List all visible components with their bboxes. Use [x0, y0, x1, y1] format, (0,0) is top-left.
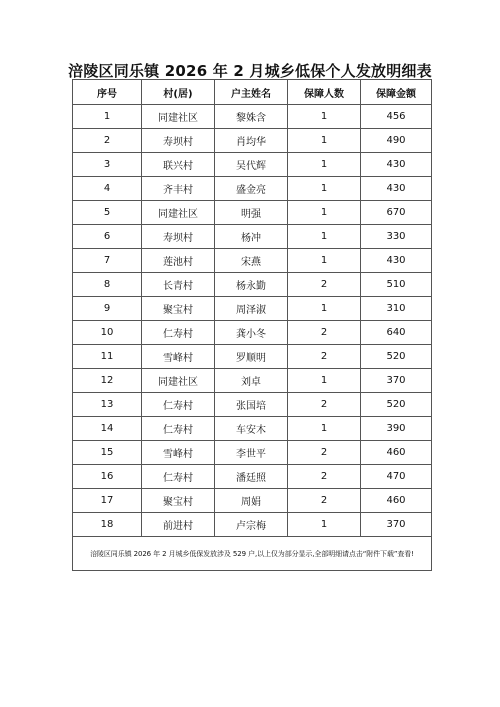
- cell-serial-number: 9: [73, 297, 142, 321]
- cell-allowance-amount: 670: [361, 201, 432, 225]
- cell-village: 寿坝村: [142, 225, 215, 249]
- cell-allowance-amount: 330: [361, 225, 432, 249]
- cell-village: 同建社区: [142, 105, 215, 129]
- cell-covered-persons: 2: [288, 273, 361, 297]
- cell-householder-name: 杨永勤: [215, 273, 288, 297]
- cell-covered-persons: 1: [288, 177, 361, 201]
- cell-householder-name: 卢宗梅: [215, 513, 288, 537]
- table-row: [73, 297, 432, 321]
- cell-village: 仁寿村: [142, 321, 215, 345]
- cell-village: 仁寿村: [142, 465, 215, 489]
- cell-serial-number: 2: [73, 129, 142, 153]
- cell-covered-persons: 2: [288, 345, 361, 369]
- cell-serial-number: 3: [73, 153, 142, 177]
- cell-householder-name: 明强: [215, 201, 288, 225]
- cell-allowance-amount: 430: [361, 249, 432, 273]
- cell-allowance-amount: 520: [361, 393, 432, 417]
- cell-householder-name: 周泽淑: [215, 297, 288, 321]
- cell-covered-persons: 1: [288, 369, 361, 393]
- cell-allowance-amount: 370: [361, 513, 432, 537]
- cell-village: 仁寿村: [142, 417, 215, 441]
- cell-covered-persons: 1: [288, 225, 361, 249]
- cell-serial-number: 11: [73, 345, 142, 369]
- cell-village: 联兴村: [142, 153, 215, 177]
- cell-covered-persons: 1: [288, 105, 361, 129]
- cell-village: 长青村: [142, 273, 215, 297]
- cell-serial-number: 8: [73, 273, 142, 297]
- cell-allowance-amount: 520: [361, 345, 432, 369]
- table-row: [73, 105, 432, 129]
- cell-allowance-amount: 456: [361, 105, 432, 129]
- cell-covered-persons: 2: [288, 393, 361, 417]
- table-row: [73, 249, 432, 273]
- table-row: [73, 465, 432, 489]
- cell-householder-name: 杨冲: [215, 225, 288, 249]
- header-allowance-amount: 保障金额: [361, 80, 432, 105]
- footnote-row: [73, 537, 432, 571]
- table-row: [73, 177, 432, 201]
- cell-householder-name: 刘卓: [215, 369, 288, 393]
- table-row: [73, 129, 432, 153]
- cell-village: 齐丰村: [142, 177, 215, 201]
- cell-householder-name: 吴代辉: [215, 153, 288, 177]
- cell-householder-name: 罗顺明: [215, 345, 288, 369]
- cell-householder-name: 肖均华: [215, 129, 288, 153]
- document-title: 涪陵区同乐镇 2026 年 2 月城乡低保个人发放明细表: [68, 62, 432, 80]
- cell-householder-name: 龚小冬: [215, 321, 288, 345]
- cell-serial-number: 5: [73, 201, 142, 225]
- cell-village: 雪峰村: [142, 345, 215, 369]
- cell-householder-name: 周娟: [215, 489, 288, 513]
- cell-serial-number: 6: [73, 225, 142, 249]
- cell-serial-number: 17: [73, 489, 142, 513]
- cell-village: 寿坝村: [142, 129, 215, 153]
- cell-householder-name: 车安木: [215, 417, 288, 441]
- table-row: [73, 321, 432, 345]
- cell-serial-number: 1: [73, 105, 142, 129]
- cell-allowance-amount: 390: [361, 417, 432, 441]
- cell-allowance-amount: 430: [361, 177, 432, 201]
- cell-serial-number: 12: [73, 369, 142, 393]
- cell-covered-persons: 1: [288, 201, 361, 225]
- cell-village: 聚宝村: [142, 489, 215, 513]
- cell-covered-persons: 1: [288, 297, 361, 321]
- cell-allowance-amount: 460: [361, 489, 432, 513]
- cell-covered-persons: 1: [288, 249, 361, 273]
- cell-allowance-amount: 460: [361, 441, 432, 465]
- table-row: [73, 489, 432, 513]
- cell-householder-name: 宋燕: [215, 249, 288, 273]
- table-row: [73, 369, 432, 393]
- allowance-table: [72, 79, 432, 571]
- table-row: [73, 201, 432, 225]
- header-serial-number: 序号: [73, 80, 142, 105]
- cell-allowance-amount: 490: [361, 129, 432, 153]
- table-row: [73, 393, 432, 417]
- cell-village: 雪峰村: [142, 441, 215, 465]
- header-householder-name: 户主姓名: [215, 80, 288, 105]
- cell-householder-name: 张国培: [215, 393, 288, 417]
- header-village: 村(居): [142, 80, 215, 105]
- cell-covered-persons: 2: [288, 441, 361, 465]
- table-body: [73, 105, 432, 537]
- cell-allowance-amount: 510: [361, 273, 432, 297]
- footnote: 涪陵区同乐镇 2026 年 2 月城乡低保发放涉及 529 户,以上仅为部分显示,全部明细请点击“附件下载”查看!: [73, 537, 432, 571]
- cell-village: 莲池村: [142, 249, 215, 273]
- table-header-row: [73, 80, 432, 105]
- cell-serial-number: 7: [73, 249, 142, 273]
- cell-covered-persons: 1: [288, 417, 361, 441]
- cell-householder-name: 盛金亮: [215, 177, 288, 201]
- table-row: [73, 225, 432, 249]
- cell-allowance-amount: 470: [361, 465, 432, 489]
- table-row: [73, 417, 432, 441]
- cell-serial-number: 18: [73, 513, 142, 537]
- cell-covered-persons: 2: [288, 321, 361, 345]
- cell-covered-persons: 1: [288, 129, 361, 153]
- cell-householder-name: 李世平: [215, 441, 288, 465]
- cell-allowance-amount: 310: [361, 297, 432, 321]
- table-row: [73, 513, 432, 537]
- cell-householder-name: 黎姝含: [215, 105, 288, 129]
- cell-serial-number: 4: [73, 177, 142, 201]
- table-row: [73, 153, 432, 177]
- cell-allowance-amount: 640: [361, 321, 432, 345]
- cell-village: 仁寿村: [142, 393, 215, 417]
- cell-covered-persons: 2: [288, 489, 361, 513]
- table-row: [73, 441, 432, 465]
- cell-serial-number: 14: [73, 417, 142, 441]
- cell-covered-persons: 2: [288, 465, 361, 489]
- cell-covered-persons: 1: [288, 153, 361, 177]
- cell-serial-number: 16: [73, 465, 142, 489]
- cell-serial-number: 15: [73, 441, 142, 465]
- cell-village: 前进村: [142, 513, 215, 537]
- cell-village: 同建社区: [142, 201, 215, 225]
- cell-serial-number: 10: [73, 321, 142, 345]
- cell-allowance-amount: 430: [361, 153, 432, 177]
- cell-serial-number: 13: [73, 393, 142, 417]
- table-row: [73, 345, 432, 369]
- cell-covered-persons: 1: [288, 513, 361, 537]
- cell-allowance-amount: 370: [361, 369, 432, 393]
- header-covered-persons: 保障人数: [288, 80, 361, 105]
- table-row: [73, 273, 432, 297]
- cell-village: 聚宝村: [142, 297, 215, 321]
- cell-village: 同建社区: [142, 369, 215, 393]
- cell-householder-name: 潘廷照: [215, 465, 288, 489]
